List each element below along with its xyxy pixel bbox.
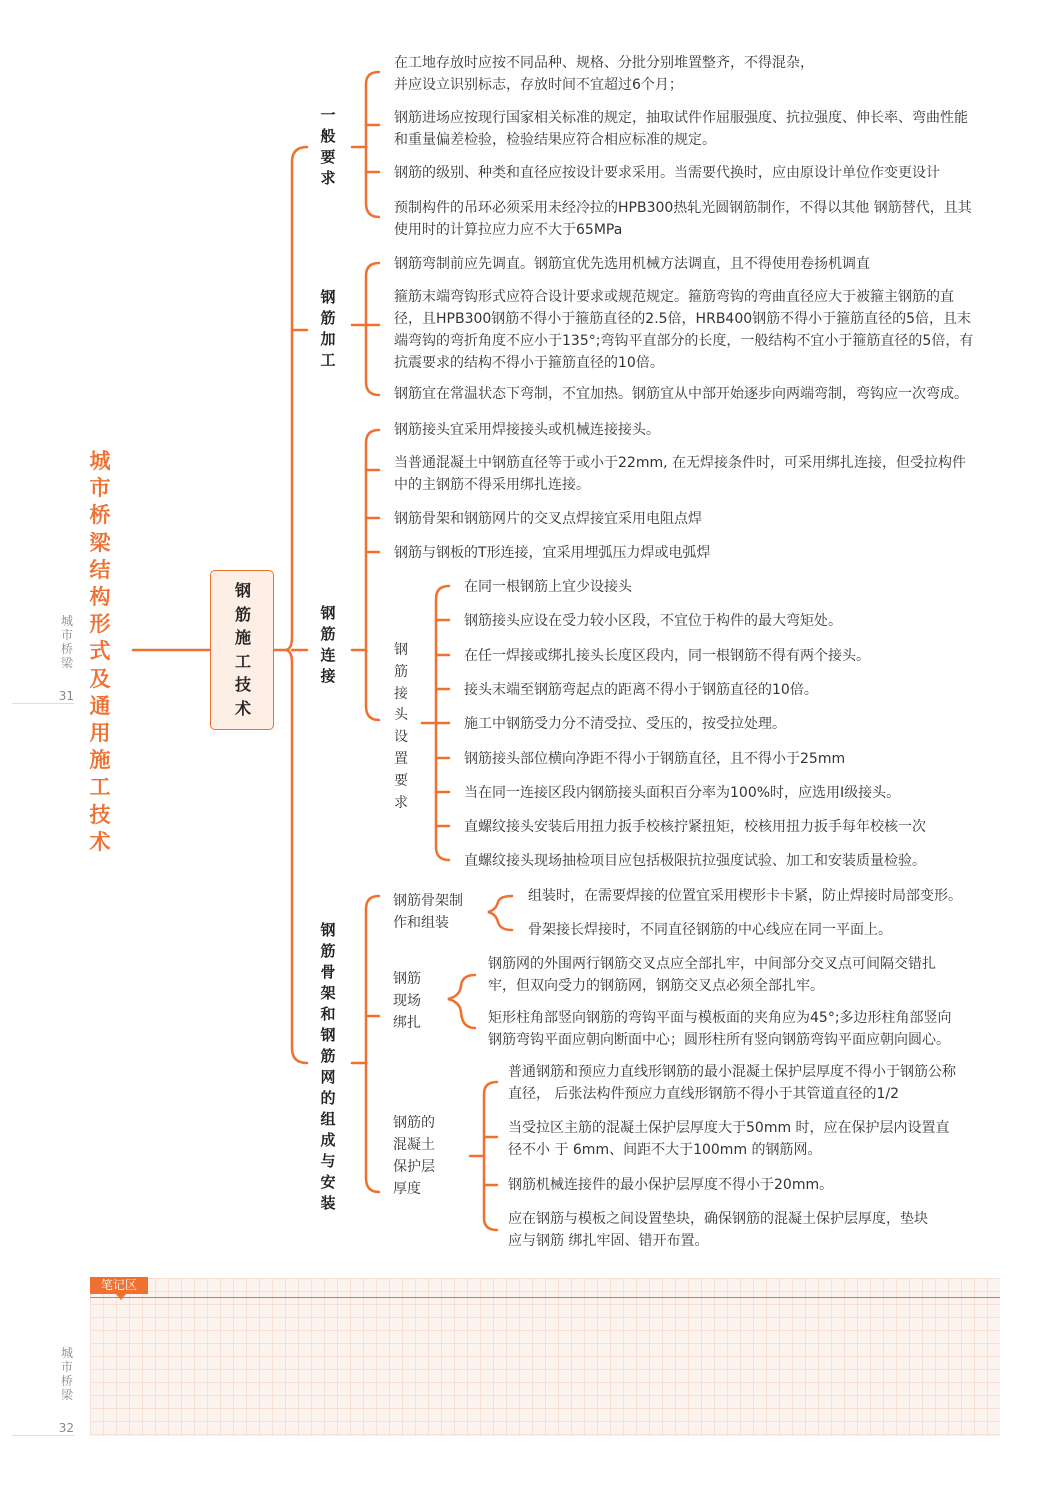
page-number-top: 31 (12, 689, 74, 704)
skeleton-group-2-item-2: 矩形柱角部竖向钢筋的弯钩平面与模板面的夹角应为45°;多边形柱角部竖向 钢筋弯钩平面应朝向断面中心；圆形柱所有竖向钢筋弯钩平面应朝向圆心。 (488, 1010, 952, 1048)
processing-item-2: 箍筋末端弯钩形式应符合设计要求或规范规定。箍筋弯钩的弯曲直径应大于被箍主钢筋的直 径，且HPB300钢筋不得小于箍筋直径的2.5倍，HRB400钢筋不得小于箍筋直径的5倍，且末 端弯钩的弯折角度不应小于135°;弯钩平直部分的长度，一般结构不宜小于箍筋直径的5倍，有 抗震要求的结构不得小于箍筋直径的10倍。 (394, 289, 974, 371)
joint-item-5: 施工中钢筋受力分不清受拉、受压的，按受拉处理。 (464, 716, 786, 732)
notes-divider (90, 1297, 1000, 1298)
processing-item-3: 钢筋宜在常温状态下弯制，不宜加热。钢筋宜从中部开始逐步向两端弯制，弯钩应一次弯成。 (394, 386, 968, 402)
section-title-general: 一般要求 (320, 106, 336, 187)
skeleton-group-1-item-1: 组装时，在需要焊接的位置宜采用楔形卡卡紧，防止焊接时局部变形。 (528, 888, 962, 904)
connection-item-1: 钢筋接头宜采用焊接接头或机械连接接头。 (394, 422, 660, 438)
general-item-4: 预制构件的吊环必须采用未经冷拉的HPB300热轧光圆钢筋制作，不得以其他 钢筋替代，且其 使用时的计算拉应力应不大于65MPa (394, 200, 972, 238)
joint-group-title: 钢筋接头设置要求 (394, 642, 408, 811)
processing-item-1: 钢筋弯制前应先调直。钢筋宜优先选用机械方法调直，且不得使用卷扬机调直 (394, 256, 870, 272)
notes-grid[interactable] (90, 1278, 1000, 1436)
joint-item-9: 直螺纹接头现场抽检项目应包括极限抗拉强度试验、加工和安装质量检验。 (464, 853, 926, 869)
joint-item-4: 接头末端至钢筋弯起点的距离不得小于钢筋直径的10倍。 (464, 682, 818, 698)
main-title: 城市桥梁结构形式及通用施工技术 (89, 449, 111, 854)
skeleton-group-3-item-4: 应在钢筋与模板之间设置垫块，确保钢筋的混凝土保护层厚度，垫块 应与钢筋 绑扎牢固、错开布置。 (508, 1211, 928, 1249)
section-title-skeleton: 钢筋骨架和钢筋网的组成与安装 (320, 921, 336, 1212)
page-number-bottom: 32 (12, 1421, 74, 1436)
center-topic-box (210, 570, 274, 730)
skeleton-group-3-title: 钢筋的 混凝土 保护层 厚度 (393, 1115, 435, 1197)
joint-item-8: 直螺纹接头安装后用扭力扳手校核拧紧扭矩，校核用扭力扳手每年校核一次 (464, 819, 926, 835)
section-title-connection: 钢筋连接 (320, 604, 336, 685)
general-item-1: 在工地存放时应按不同品种、规格、分批分别堆置整齐，不得混杂， 并应设立识别标志，存放时间不宜超过6个月； (394, 55, 814, 93)
joint-item-2: 钢筋接头应设在受力较小区段，不宜位于构件的最大弯矩处。 (464, 613, 842, 629)
skeleton-group-1-title: 钢筋骨架制 作和组装 (393, 893, 463, 931)
skeleton-group-2-item-1: 钢筋网的外围两行钢筋交叉点应全部扎牢，中间部分交叉点可间隔交错扎 牢，但双向受力的钢筋网，钢筋交叉点必须全部扎牢。 (488, 956, 936, 994)
section-title-processing: 钢筋加工 (320, 288, 336, 369)
skeleton-group-1-item-2: 骨架接长焊接时，不同直径钢筋的中心线应在同一平面上。 (528, 922, 892, 938)
connection-item-2: 当普通混凝土中钢筋直径等于或小于22mm, 在无焊接条件时，可采用绑扎连接，但受拉构件 中的主钢筋不得采用绑扎连接。 (394, 455, 966, 493)
side-label-top: 城市桥梁 (60, 614, 73, 670)
joint-item-6: 钢筋接头部位横向净距不得小于钢筋直径，且不得小于25mm (464, 751, 846, 767)
skeleton-group-2-title: 钢筋 现场 绑扎 (393, 971, 421, 1031)
center-topic-label: 钢筋施工技术 (234, 581, 251, 718)
joint-item-3: 在任一焊接或绑扎接头长度区段内，同一根钢筋不得有两个接头。 (464, 648, 870, 664)
skeleton-group-3-item-1: 普通钢筋和预应力直线形钢筋的最小混凝土保护层厚度不得小于钢筋公称 直径， 后张法构件预应力直线形钢筋不得小于其管道直径的1/2 (508, 1064, 956, 1102)
connection-item-4: 钢筋与钢板的T形连接，宜采用埋弧压力焊或电弧焊 (394, 545, 711, 561)
general-item-2: 钢筋进场应按现行国家相关标准的规定，抽取试件作屈服强度、抗拉强度、伸长率、弯曲性能 和重量偏差检验，检验结果应符合相应标准的规定。 (394, 110, 968, 148)
notes-tag-pointer (116, 1294, 126, 1300)
skeleton-group-3-item-2: 当受拉区主筋的混凝土保护层厚度大于50mm 时，应在保护层内设置直 径不小 于 6mm、间距不大于100mm 的钢筋网。 (508, 1120, 950, 1158)
general-item-3: 钢筋的级别、种类和直径应按设计要求采用。当需要代换时，应由原设计单位作变更设计 (394, 165, 940, 181)
joint-item-1: 在同一根钢筋上宜少设接头 (464, 579, 632, 595)
skeleton-group-3-item-3: 钢筋机械连接件的最小保护层厚度不得小于20mm。 (508, 1177, 834, 1193)
joint-item-7: 当在同一连接区段内钢筋接头面积百分率为100%时，应选用I级接头。 (464, 785, 901, 801)
connection-item-3: 钢筋骨架和钢筋网片的交叉点焊接宜采用电阻点焊 (394, 511, 702, 527)
side-label-bottom: 城市桥梁 (60, 1346, 73, 1402)
notes-label: 笔记区 (90, 1277, 148, 1294)
